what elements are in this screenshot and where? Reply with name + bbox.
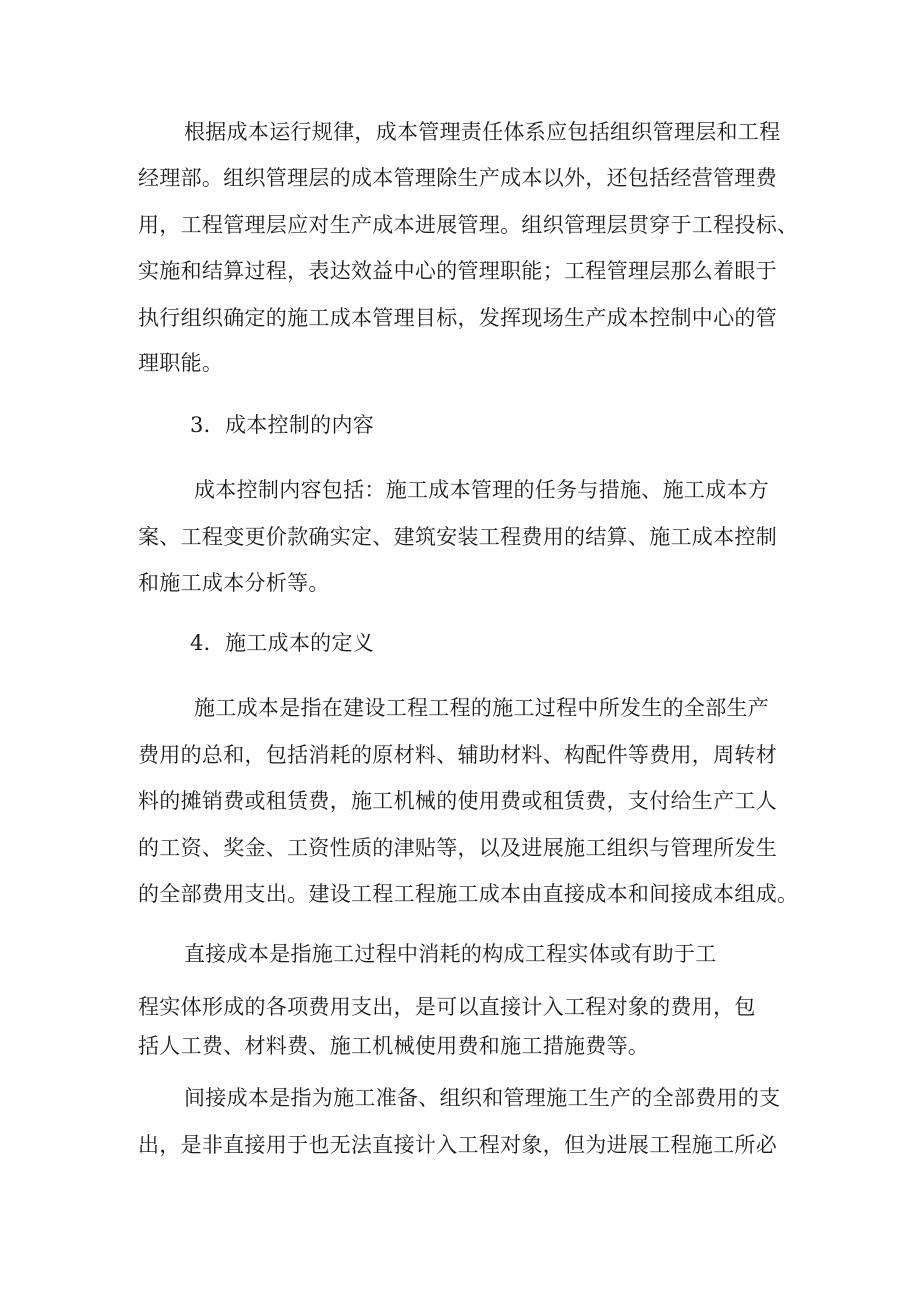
paragraph-5-line-1: 间接成本是指为施工准备、组织和管理施工生产的全部费用的支 [184,1086,781,1110]
paragraph-4-line-2: 程实体形成的各项费用支出，是可以直接计入工程对象的费用，包 [138,995,756,1019]
paragraph-3-line-3: 料的摊销费或租赁费，施工机械的使用费或租赁费，支付给生产工人 [138,789,777,813]
paragraph-1-line-2: 经理部。组织管理层的成本管理除生产成本以外，还包括经营管理费 [138,166,777,190]
paragraph-1-line-4: 实施和结算过程，表达效益中心的管理职能；工程管理层那么着眼于 [138,259,777,283]
paragraph-3-line-4: 的工资、奖金、工资性质的津贴等，以及进展施工组织与管理所发生 [138,836,777,860]
paragraph-5-line-2: 出，是非直接用于也无法直接计入工程对象，但为进展工程施工所必 [138,1133,777,1157]
paragraph-2-line-2: 案、工程变更价款确实定、建筑安装工程费用的结算、施工成本控制 [138,525,777,549]
paragraph-1-line-5: 执行组织确定的施工成本管理目标，发挥现场生产成本控制中心的管 [138,306,777,330]
section-heading-4: 4．施工成本的定义 [190,631,375,655]
paragraph-2-line-3: 和施工成本分析等。 [138,571,330,595]
paragraph-3-line-5: 的全部费用支出。建设工程工程施工成本由直接成本和间接成本组成。 [138,882,799,906]
paragraph-1-line-3: 用，工程管理层应对生产成本进展管理。组织管理层贯穿于工程投标、 [138,213,799,237]
section-heading-3: 3．成本控制的内容 [190,413,375,437]
paragraph-4-line-3: 括人工费、材料费、施工机械使用费和施工措施费等。 [138,1034,650,1058]
paragraph-1-line-6: 理职能。 [138,351,224,375]
paragraph-3-line-1: 施工成本是指在建设工程工程的施工过程中所发生的全部生产 [194,696,770,720]
paragraph-1-line-1: 根据成本运行规律，成本管理责任体系应包括组织管理层和工程 [184,120,781,144]
paragraph-4-line-1: 直接成本是指施工过程中消耗的构成工程实体或有助于工 [184,942,717,966]
paragraph-2-line-1: 成本控制内容包括：施工成本管理的任务与措施、施工成本方 [194,478,770,502]
paragraph-3-line-2: 费用的总和，包括消耗的原材料、辅助材料、构配件等费用，周转材 [138,743,777,767]
